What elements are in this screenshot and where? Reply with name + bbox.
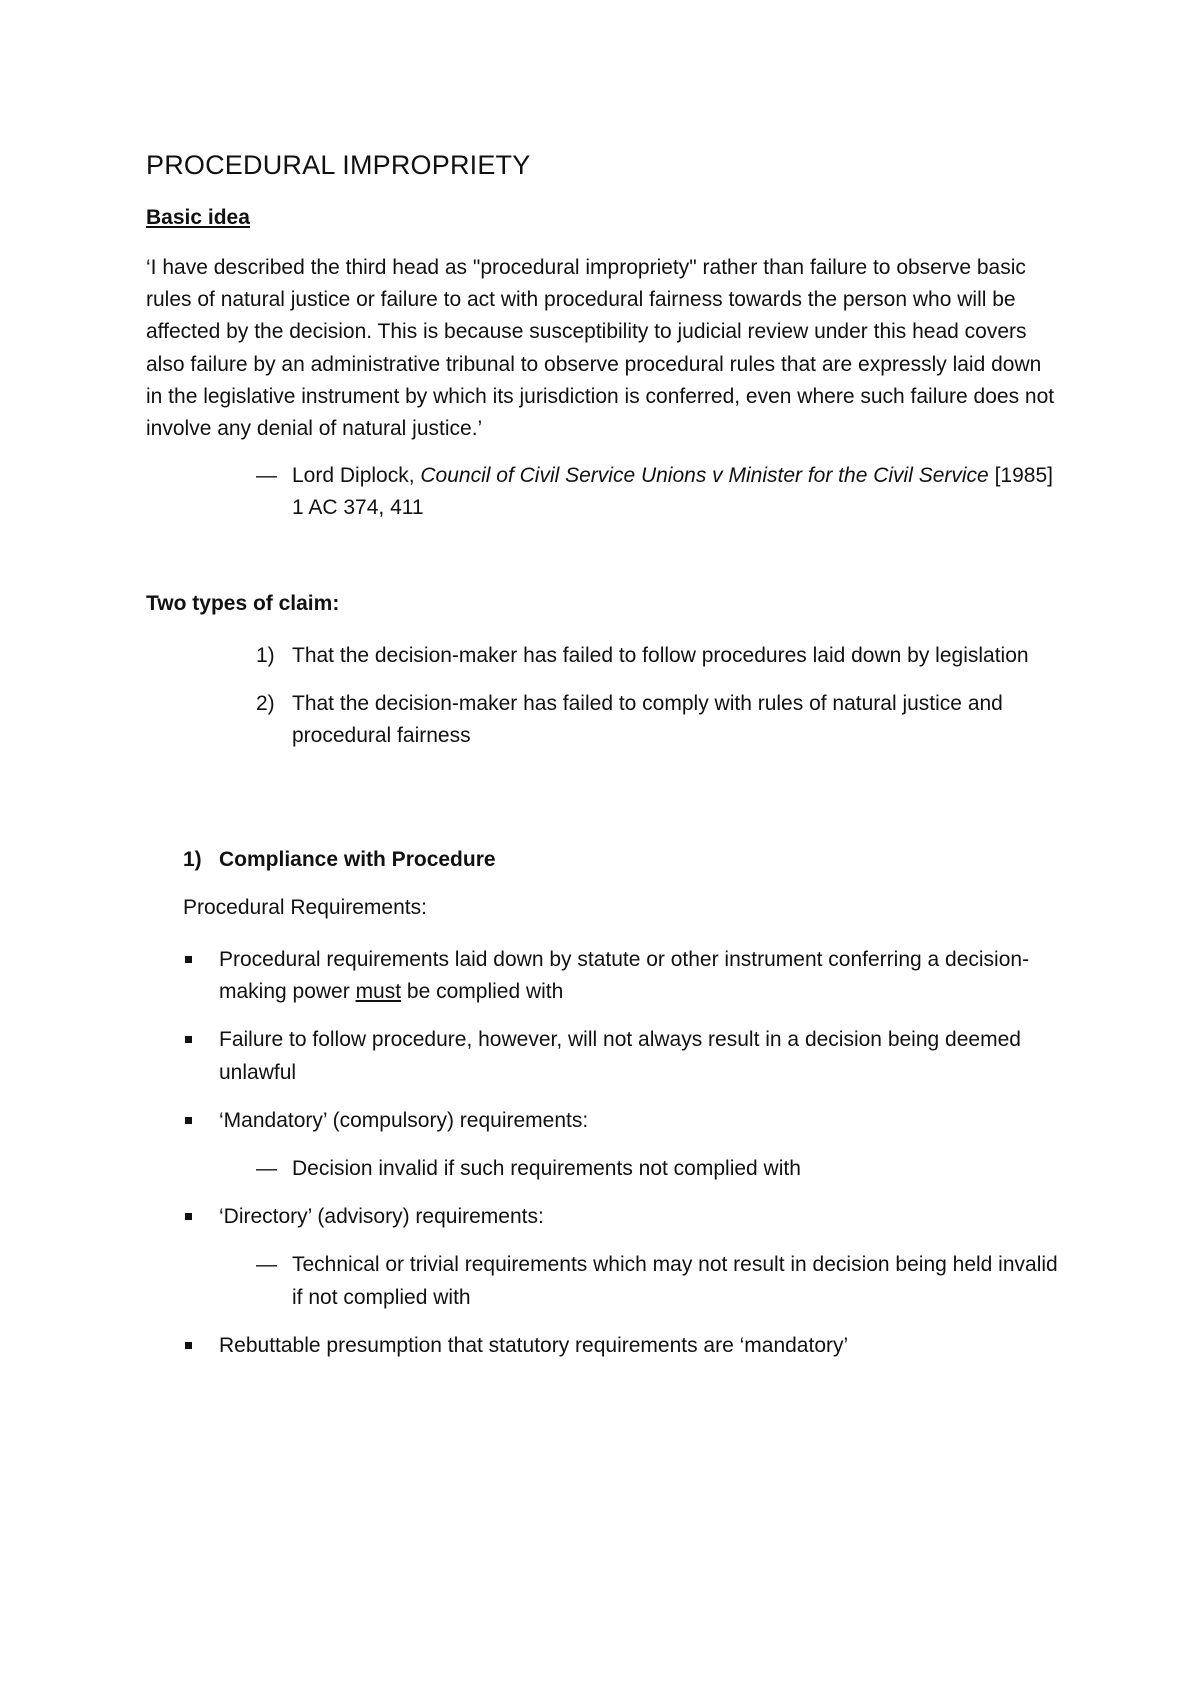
list-item-text: That the decision-maker has failed to follow procedures laid down by legislation — [292, 644, 1029, 667]
bullet-text-post: be complied with — [401, 980, 564, 1004]
list-item-number: 1) — [256, 644, 275, 667]
bullet-item — [183, 1330, 1063, 1362]
diplock-quote: ‘I have described the third head as "procedural impropriety" rather than failure to observe basic rules of natural justice or failure to act with procedural fairness towards the person who will be affected by the decision. This is because susceptibility to judicial review under this head covers also failure by an administrative tribunal to observe procedural rules that are expressly laid down in the legislative instrument by which its jurisdiction is conferred, even where such failure does not involve any denial of natural justice.’ — [146, 256, 1055, 441]
attribution-case-name: Council of Civil Service Unions v Minister for the Civil Service — [420, 464, 989, 487]
requirements-bullet-list — [183, 944, 1063, 1378]
quote-attribution — [256, 460, 1056, 524]
bullet-text-pre: Procedural requirements laid down by statute or other instrument conferring a decision-making power — [219, 948, 1030, 1004]
attribution-dash: — — [256, 464, 277, 487]
square-bullet-icon — [185, 956, 192, 963]
bullet-text: ‘Mandatory’ (compulsory) requirements: — [219, 1108, 589, 1132]
dash-sub-item — [183, 1153, 1063, 1185]
bullet-emphasis-must: must — [355, 980, 402, 1004]
square-bullet-icon — [185, 1036, 192, 1043]
compliance-heading-number: 1) — [183, 848, 202, 871]
compliance-heading — [183, 848, 496, 872]
attribution-author: Lord Diplock, — [292, 464, 421, 487]
square-bullet-icon — [185, 1213, 192, 1220]
procedural-requirements-label: Procedural Requirements: — [183, 896, 427, 919]
bullet-item — [183, 1024, 1063, 1088]
claims-heading: Two types of claim: — [146, 592, 340, 615]
dash-bullet: — — [256, 1253, 277, 1277]
bullet-item — [183, 944, 1063, 1008]
square-bullet-icon — [185, 1342, 192, 1349]
bullet-text: Failure to follow procedure, however, will not always result in a decision being deemed unlawful — [219, 1028, 1021, 1084]
list-item — [256, 688, 1076, 752]
dash-sub-item — [183, 1249, 1063, 1313]
list-item — [256, 640, 1076, 672]
basic-idea-heading: Basic idea — [146, 206, 250, 229]
bullet-item — [183, 1201, 1063, 1233]
bullet-text: Rebuttable presumption that statutory requirements are ‘mandatory’ — [219, 1333, 849, 1357]
list-item-text: That the decision-maker has failed to comply with rules of natural justice and procedural fairness — [292, 692, 1003, 748]
compliance-heading-text: Compliance with Procedure — [219, 848, 496, 871]
claims-list — [256, 640, 1076, 769]
bullet-text: ‘Directory’ (advisory) requirements: — [219, 1205, 544, 1229]
sub-item-text: Technical or trivial requirements which may not result in decision being held invalid if not complied with — [292, 1253, 1058, 1309]
attribution-citation: [1985] 1 AC 374, 411 — [292, 464, 1053, 520]
bullet-item — [183, 1105, 1063, 1137]
dash-bullet: — — [256, 1157, 277, 1181]
square-bullet-icon — [185, 1117, 192, 1124]
attribution-text — [256, 460, 1056, 524]
sub-item-text: Decision invalid if such requirements not complied with — [292, 1157, 801, 1181]
page-title: PROCEDURAL IMPROPRIETY — [146, 150, 531, 180]
list-item-number: 2) — [256, 692, 275, 716]
